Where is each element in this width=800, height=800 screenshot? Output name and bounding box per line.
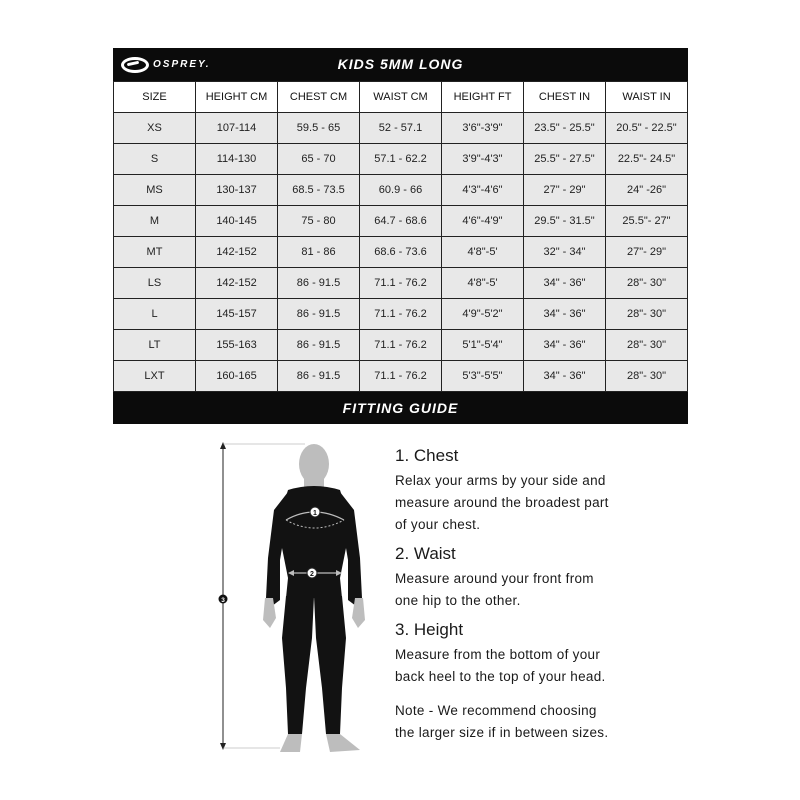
torso-shape [280, 486, 348, 598]
table-cell: 28"- 30" [606, 299, 688, 330]
table-cell: 28"- 30" [606, 330, 688, 361]
table-cell: 145-157 [196, 299, 278, 330]
table-cell: 71.1 - 76.2 [360, 361, 442, 392]
table-cell: 65 - 70 [278, 144, 360, 175]
table-cell: 29.5" - 31.5" [524, 206, 606, 237]
chest-line: of your chest. [395, 517, 481, 532]
table-cell: 4'8"-5' [442, 268, 524, 299]
table-cell: 34" - 36" [524, 330, 606, 361]
table-cell: 25.5" - 27.5" [524, 144, 606, 175]
chest-heading: 1. Chest [395, 446, 459, 465]
column-header: CHEST CM [278, 82, 360, 113]
body-measurement-figure [210, 438, 370, 758]
table-row [114, 330, 688, 361]
table-cell: 27" - 29" [524, 175, 606, 206]
table-cell: M [114, 206, 196, 237]
right-foot-shape [326, 734, 360, 752]
table-cell: 28"- 30" [606, 361, 688, 392]
table-cell: MS [114, 175, 196, 206]
height-line: Measure from the bottom of your [395, 647, 601, 662]
chart-title: KIDS 5MM LONG [337, 56, 464, 72]
chest-line: measure around the broadest part [395, 495, 609, 510]
table-cell: 24" -26" [606, 175, 688, 206]
waist-marker-label: 2 [310, 571, 314, 578]
table-cell: 142-152 [196, 237, 278, 268]
table-row [114, 175, 688, 206]
table-cell: 5'3"-5'5" [442, 361, 524, 392]
size-table [113, 81, 688, 392]
table-cell: 22.5"- 24.5" [606, 144, 688, 175]
table-cell: 130-137 [196, 175, 278, 206]
left-leg-shape [282, 596, 314, 734]
table-cell: 114-130 [196, 144, 278, 175]
right-leg-shape [314, 596, 346, 734]
table-row [114, 144, 688, 175]
wetsuit-figure-illustration [210, 438, 370, 758]
table-cell: 32" - 34" [524, 237, 606, 268]
table-cell: 71.1 - 76.2 [360, 268, 442, 299]
table-header-row [114, 82, 688, 113]
table-cell: 140-145 [196, 206, 278, 237]
table-cell: 28"- 30" [606, 268, 688, 299]
table-cell: 107-114 [196, 113, 278, 144]
table-cell: XS [114, 113, 196, 144]
chart-header-bar [113, 48, 688, 81]
chest-line: Relax your arms by your side and [395, 473, 606, 488]
table-cell: 60.9 - 66 [360, 175, 442, 206]
height-marker-label: 3 [221, 597, 225, 604]
left-foot-shape [280, 734, 302, 752]
table-cell: 68.6 - 73.6 [360, 237, 442, 268]
table-cell: 4'8"-5' [442, 237, 524, 268]
table-cell: 71.1 - 76.2 [360, 299, 442, 330]
note-line: the larger size if in between sizes. [395, 725, 609, 740]
chest-instructions [395, 470, 665, 536]
table-cell: 34" - 36" [524, 361, 606, 392]
table-row [114, 237, 688, 268]
column-header: WAIST CM [360, 82, 442, 113]
height-heading: 3. Height [395, 620, 464, 639]
table-cell: 34" - 36" [524, 268, 606, 299]
table-cell: 75 - 80 [278, 206, 360, 237]
table-row [114, 299, 688, 330]
table-row [114, 113, 688, 144]
height-line: back heel to the top of your head. [395, 669, 606, 684]
table-row [114, 361, 688, 392]
sizing-note [395, 700, 665, 744]
table-cell: 52 - 57.1 [360, 113, 442, 144]
fitting-guide-bar: FITTING GUIDE [113, 392, 688, 424]
table-cell: LXT [114, 361, 196, 392]
chest-marker-label: 1 [313, 510, 317, 517]
height-arrow-top-icon [220, 442, 226, 449]
table-cell: 86 - 91.5 [278, 268, 360, 299]
height-arrow-bottom-icon [220, 743, 226, 750]
note-line: Note - We recommend choosing [395, 703, 597, 718]
table-cell: 4'9"-5'2" [442, 299, 524, 330]
table-cell: 64.7 - 68.6 [360, 206, 442, 237]
waist-line: Measure around your front from [395, 571, 594, 586]
table-cell: 4'6"-4'9" [442, 206, 524, 237]
table-body [114, 113, 688, 392]
table-cell: 27"- 29" [606, 237, 688, 268]
table-cell: 34" - 36" [524, 299, 606, 330]
table-cell: 3'9"-4'3" [442, 144, 524, 175]
column-header: HEIGHT FT [442, 82, 524, 113]
table-cell: 86 - 91.5 [278, 361, 360, 392]
table-cell: 20.5" - 22.5" [606, 113, 688, 144]
waist-heading: 2. Waist [395, 544, 456, 563]
table-cell: 68.5 - 73.5 [278, 175, 360, 206]
table-cell: 86 - 91.5 [278, 299, 360, 330]
table-cell: S [114, 144, 196, 175]
column-header: CHEST IN [524, 82, 606, 113]
table-row [114, 268, 688, 299]
table-cell: 25.5"- 27" [606, 206, 688, 237]
waist-instructions [395, 568, 665, 612]
table-cell: L [114, 299, 196, 330]
table-cell: 57.1 - 62.2 [360, 144, 442, 175]
table-cell: 23.5" - 25.5" [524, 113, 606, 144]
table-cell: 160-165 [196, 361, 278, 392]
column-header: WAIST IN [606, 82, 688, 113]
waist-line: one hip to the other. [395, 593, 521, 608]
column-header: HEIGHT CM [196, 82, 278, 113]
height-instructions [395, 644, 665, 688]
fitting-guide-text [395, 446, 665, 752]
table-cell: 5'1"-5'4" [442, 330, 524, 361]
table-cell: 86 - 91.5 [278, 330, 360, 361]
table-row [114, 206, 688, 237]
table-cell: 81 - 86 [278, 237, 360, 268]
table-cell: 59.5 - 65 [278, 113, 360, 144]
table-cell: 142-152 [196, 268, 278, 299]
table-cell: 4'3"-4'6" [442, 175, 524, 206]
column-header: SIZE [114, 82, 196, 113]
table-cell: LS [114, 268, 196, 299]
table-cell: MT [114, 237, 196, 268]
table-cell: 155-163 [196, 330, 278, 361]
size-chart [113, 48, 688, 424]
brand-name: OSPREY. [153, 59, 211, 70]
table-cell: 3'6"-3'9" [442, 113, 524, 144]
table-cell: 71.1 - 76.2 [360, 330, 442, 361]
table-cell: LT [114, 330, 196, 361]
